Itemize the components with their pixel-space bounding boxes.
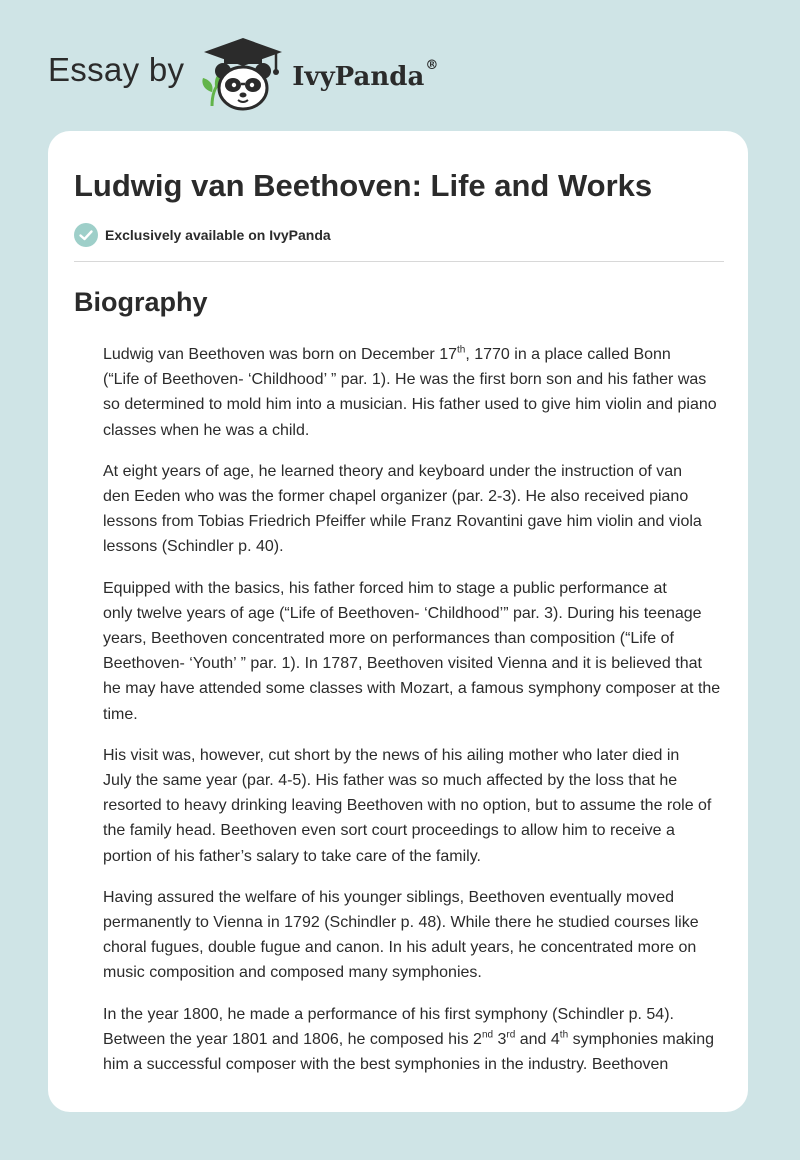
brand-name: IvyPanda® (292, 58, 439, 92)
text-run: choral fugues, double fugue and canon. In his adult years, he concentrated more on (103, 939, 697, 957)
paragraph-line (74, 910, 734, 935)
paragraph-line (74, 676, 734, 701)
paragraph-line (74, 793, 734, 818)
text-run: Ludwig van Beethoven was born on December 17 (103, 346, 457, 363)
paragraph-line (74, 768, 734, 793)
panda-graduate-logo-icon (198, 36, 288, 112)
text-run: resorted to heavy drinking leaving Beethoven with no option, but to assume the role of (103, 797, 712, 815)
text-run: portion of his father’s salary to take care of the family. (103, 847, 481, 865)
paragraph (74, 459, 734, 560)
text-run: 3 (493, 1030, 507, 1048)
text-run: (“Life of Beethoven- ‘Childhood’ ” par. 1). He was the first born son and his father was (103, 371, 707, 389)
essay-body (74, 342, 734, 1093)
text-run: Having assured the welfare of his younger siblings, Beethoven eventually moved (103, 888, 674, 906)
paragraph-line (74, 484, 734, 509)
paragraph-line (74, 844, 734, 869)
site-header (48, 36, 438, 112)
paragraph-line (74, 743, 734, 768)
ordinal-suffix: rd (506, 1029, 516, 1041)
paragraph-line (74, 1002, 734, 1027)
paragraph-line (74, 576, 734, 601)
essay-card (48, 131, 748, 1112)
text-run: symphonies making (568, 1030, 714, 1048)
paragraph (74, 576, 734, 727)
text-run: lessons (Schindler p. 40). (103, 538, 284, 556)
text-run: he may have attended some classes with Mozart, a famous symphony composer at the (103, 680, 721, 698)
text-run: Between the year 1801 and 1806, he composed his 2 (103, 1030, 482, 1048)
paragraph-line (74, 367, 734, 392)
text-run: den Eeden who was the former chapel organizer (par. 2-3). He also received piano (103, 488, 689, 506)
text-run: and 4 (515, 1030, 560, 1048)
check-badge-icon (74, 223, 98, 247)
text-run: so determined to mold him into a musician. His father used to give him violin and piano (103, 396, 717, 414)
ordinal-suffix: nd (481, 1029, 494, 1041)
paragraph-line (74, 418, 734, 443)
text-run: In the year 1800, he made a performance of his first symphony (Schindler p. 54). (103, 1005, 674, 1023)
paragraph-line (74, 1027, 734, 1052)
paragraph (74, 342, 734, 443)
text-run: Beethoven- ‘Youth’ ” par. 1). In 1787, Beethoven visited Vienna and it is believed that (103, 655, 702, 673)
paragraph-line (74, 509, 734, 534)
text-run: At eight years of age, he learned theory and keyboard under the instruction of van (103, 462, 683, 480)
text-run: years, Beethoven concentrated more on performances than composition (“Life of (103, 630, 674, 648)
text-run: Equipped with the basics, his father forced him to stage a public performance at (103, 579, 667, 597)
ordinal-suffix: th (559, 1029, 569, 1041)
paragraph-line (74, 601, 734, 626)
ordinal-suffix: th (457, 344, 466, 356)
paragraph-line (74, 818, 734, 843)
text-run: lessons from Tobias Friedrich Pfeiffer while Franz Rovantini gave him violin and viola (103, 513, 702, 531)
paragraph-line (74, 702, 734, 727)
text-run: July the same year (par. 4-5). His father was so much affected by the loss that he (103, 772, 678, 790)
paragraph-line (74, 534, 734, 559)
paragraph-line (74, 626, 734, 651)
page-title: Ludwig van Beethoven: Life and Works (74, 168, 653, 203)
paragraph-line (74, 935, 734, 960)
paragraph (74, 1002, 734, 1078)
divider (74, 261, 724, 262)
paragraph-line (74, 960, 734, 985)
paragraph (74, 743, 734, 869)
section-heading: Biography (74, 287, 208, 317)
paragraph-line (74, 459, 734, 484)
text-run: the family head. Beethoven even sort court proceedings to allow him to receive a (103, 822, 675, 840)
paragraph-line (74, 392, 734, 417)
registered-mark: ® (425, 58, 439, 73)
exclusive-label: Exclusively available on IvyPanda (105, 227, 331, 243)
text-run: time. (103, 705, 138, 723)
text-run: only twelve years of age (“Life of Beethoven- ‘Childhood’” par. 3). During his teenage (103, 604, 702, 622)
text-run: him a successful composer with the best symphonies in the industry. Beethoven (103, 1056, 669, 1074)
text-run: music composition and composed many symphonies. (103, 964, 482, 982)
exclusive-badge (74, 222, 331, 248)
text-run: , 1770 in a place called Bonn (465, 346, 671, 363)
text-run: permanently to Vienna in 1792 (Schindler p. 48). While there he studied courses like (103, 914, 699, 932)
paragraph-line (74, 651, 734, 676)
text-run: classes when he was a child. (103, 421, 310, 439)
paragraph-line (74, 885, 734, 910)
text-run: His visit was, however, cut short by the news of his ailing mother who later died in (103, 746, 680, 764)
paragraph-line (74, 1052, 734, 1077)
paragraph (74, 885, 734, 986)
brand-prefix: Essay by (48, 51, 185, 88)
paragraph-line (74, 342, 734, 367)
